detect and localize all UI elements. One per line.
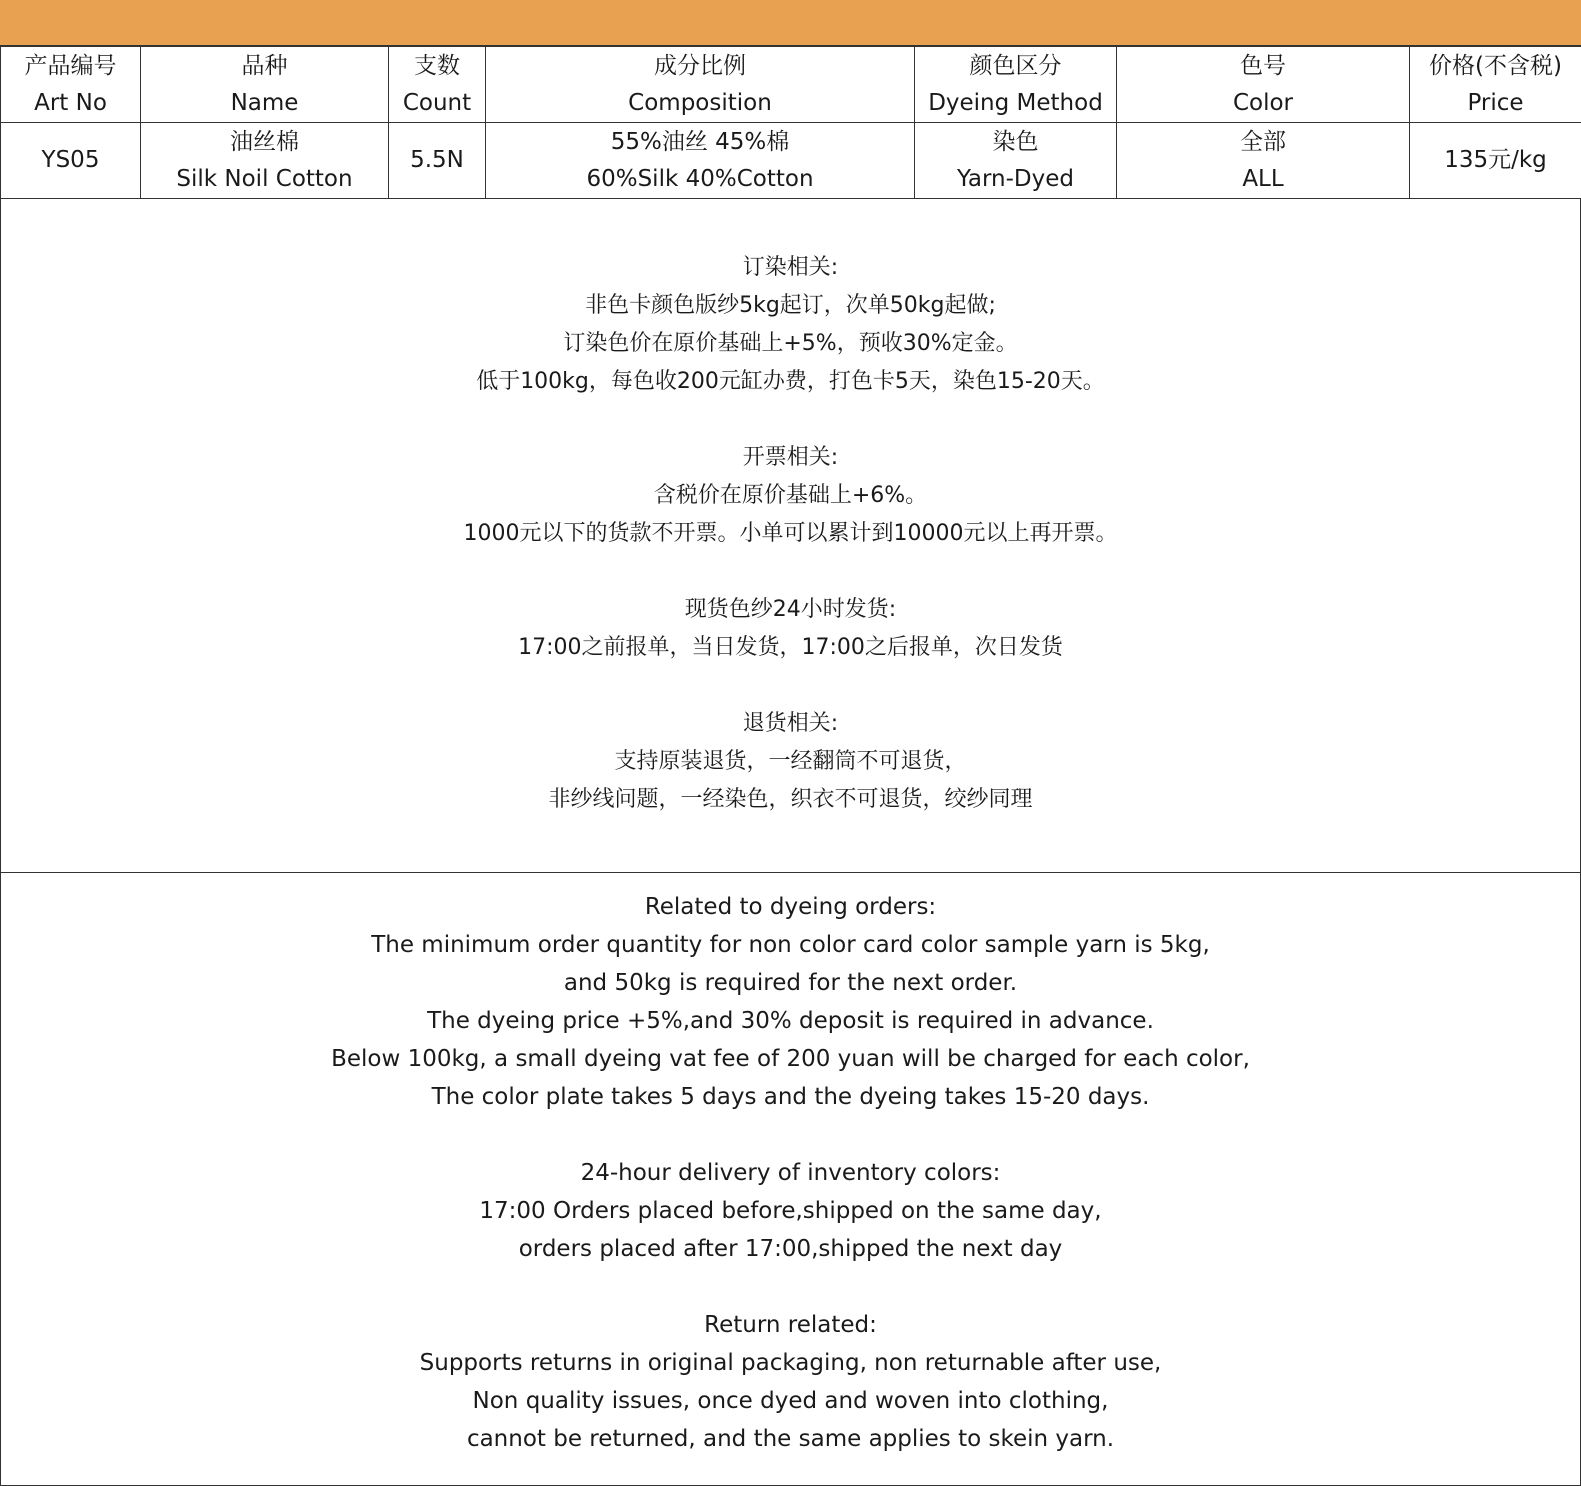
header-composition: 成分比例 Composition [486, 47, 915, 123]
header-count: 支数 Count [389, 47, 486, 123]
note-title: Return related: [704, 1312, 877, 1338]
note-title: 24-hour delivery of inventory colors: [580, 1160, 1001, 1186]
note-line: 订染色价在原价基础上+5%，预收30%定金。 [563, 331, 1018, 356]
note-title: 开票相关: [742, 445, 839, 470]
note-line: 17:00 Orders placed before,shipped on the same day, [479, 1198, 1102, 1224]
note-shipping-en [1, 1154, 1580, 1268]
note-line: 低于100kg，每色收200元缸办费，打色卡5天，染色15-20天。 [476, 369, 1105, 394]
table-row [1, 123, 1581, 199]
cell-art-no: YS05 [1, 123, 141, 199]
header-color: 色号 Color [1117, 47, 1410, 123]
cell-composition: 55%油丝 45%棉 60%Silk 40%Cotton [486, 123, 915, 199]
note-title: 现货色纱24小时发货: [684, 597, 897, 622]
note-line: The minimum order quantity for non color card color sample yarn is 5kg, [371, 932, 1210, 958]
notes-chinese [0, 198, 1581, 873]
note-shipping-zh [1, 591, 1580, 667]
header-name: 品种 Name [141, 47, 389, 123]
note-title: 订染相关: [742, 255, 839, 280]
note-invoice-zh [1, 439, 1580, 553]
note-line: The dyeing price +5%,and 30% deposit is required in advance. [427, 1008, 1154, 1034]
header-dyeing-method: 颜色区分 Dyeing Method [915, 47, 1117, 123]
note-line: 含税价在原价基础上+6%。 [653, 483, 928, 508]
header-art-no: 产品编号 Art No [1, 47, 141, 123]
cell-dyeing-method: 染色 Yarn-Dyed [915, 123, 1117, 199]
note-line: and 50kg is required for the next order. [563, 970, 1018, 996]
note-line: 1000元以下的货款不开票。小单可以累计到10000元以上再开票。 [463, 521, 1118, 546]
note-title: 退货相关: [742, 711, 839, 736]
note-returns-en [1, 1306, 1580, 1458]
header-price: 价格(不含税) Price [1410, 47, 1581, 123]
note-line: cannot be returned, and the same applies to skein yarn. [466, 1426, 1115, 1452]
product-table [0, 46, 1581, 199]
note-line: Supports returns in original packaging, non returnable after use, [419, 1350, 1162, 1376]
note-dyeing-zh [1, 249, 1580, 401]
note-line: orders placed after 17:00,shipped the next day [518, 1236, 1063, 1262]
cell-price: 135元/kg [1410, 123, 1581, 199]
note-line: Below 100kg, a small dyeing vat fee of 200 yuan will be charged for each color, [331, 1046, 1250, 1072]
table-header-row [1, 47, 1581, 123]
note-line: 非纱线问题，一经染色，织衣不可退货，绞纱同理 [548, 787, 1033, 812]
note-line: 17:00之前报单，当日发货，17:00之后报单，次日发货 [518, 635, 1063, 660]
cell-count: 5.5N [389, 123, 486, 199]
note-line: 非色卡颜色版纱5kg起订，次单50kg起做; [585, 293, 996, 318]
note-dyeing-en [1, 888, 1580, 1116]
note-line: Non quality issues, once dyed and woven into clothing, [472, 1388, 1109, 1414]
cell-color: 全部 ALL [1117, 123, 1410, 199]
note-line: The color plate takes 5 days and the dyeing takes 15-20 days. [431, 1084, 1150, 1110]
cell-name: 油丝棉 Silk Noil Cotton [141, 123, 389, 199]
header-band [0, 0, 1581, 46]
note-returns-zh [1, 705, 1580, 819]
note-title: Related to dyeing orders: [644, 894, 937, 920]
note-line: 支持原装退货，一经翻筒不可退货， [614, 749, 967, 774]
notes-english [0, 873, 1581, 1486]
